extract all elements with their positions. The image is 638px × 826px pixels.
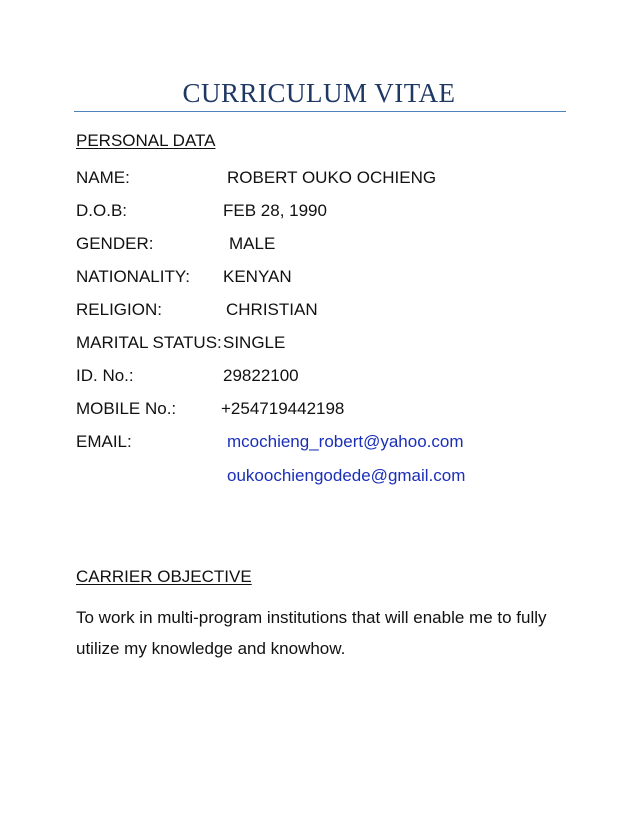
career-objective-heading: CARRIER OBJECTIVE — [76, 567, 252, 586]
email-link-gmail[interactable]: oukoochiengodede@gmail.com — [227, 466, 466, 485]
email-label: EMAIL: — [76, 432, 132, 451]
religion-value: CHRISTIAN — [226, 300, 318, 319]
dob-label: D.O.B: — [76, 201, 128, 220]
marital-status-label: MARITAL STATUS: — [76, 333, 222, 352]
nationality-label: NATIONALITY: — [76, 267, 190, 286]
gender-label: GENDER: — [76, 234, 154, 253]
marital-status-value: SINGLE — [223, 333, 286, 352]
personal-data-heading: PERSONAL DATA — [76, 131, 216, 150]
dob-value: FEB 28, 1990 — [223, 201, 327, 220]
name-label: NAME: — [76, 168, 130, 187]
id-number-value: 29822100 — [223, 366, 299, 385]
title-underline-rule — [74, 111, 566, 112]
gender-value: MALE — [229, 234, 276, 253]
id-number-label: ID. No.: — [76, 366, 134, 385]
name-value: ROBERT OUKO OCHIENG — [227, 168, 437, 187]
mobile-label: MOBILE No.: — [76, 399, 177, 418]
career-objective-text: To work in multi-program institutions that will enable me to fully utilize my knowledge and knowhow. — [76, 608, 547, 658]
email-link-yahoo[interactable]: mcochieng_robert@yahoo.com — [227, 432, 464, 451]
mobile-value: +254719442198 — [221, 399, 345, 418]
nationality-value: KENYAN — [223, 267, 292, 286]
religion-label: RELIGION: — [76, 300, 162, 319]
page-title: CURRICULUM VITAE — [182, 78, 456, 108]
